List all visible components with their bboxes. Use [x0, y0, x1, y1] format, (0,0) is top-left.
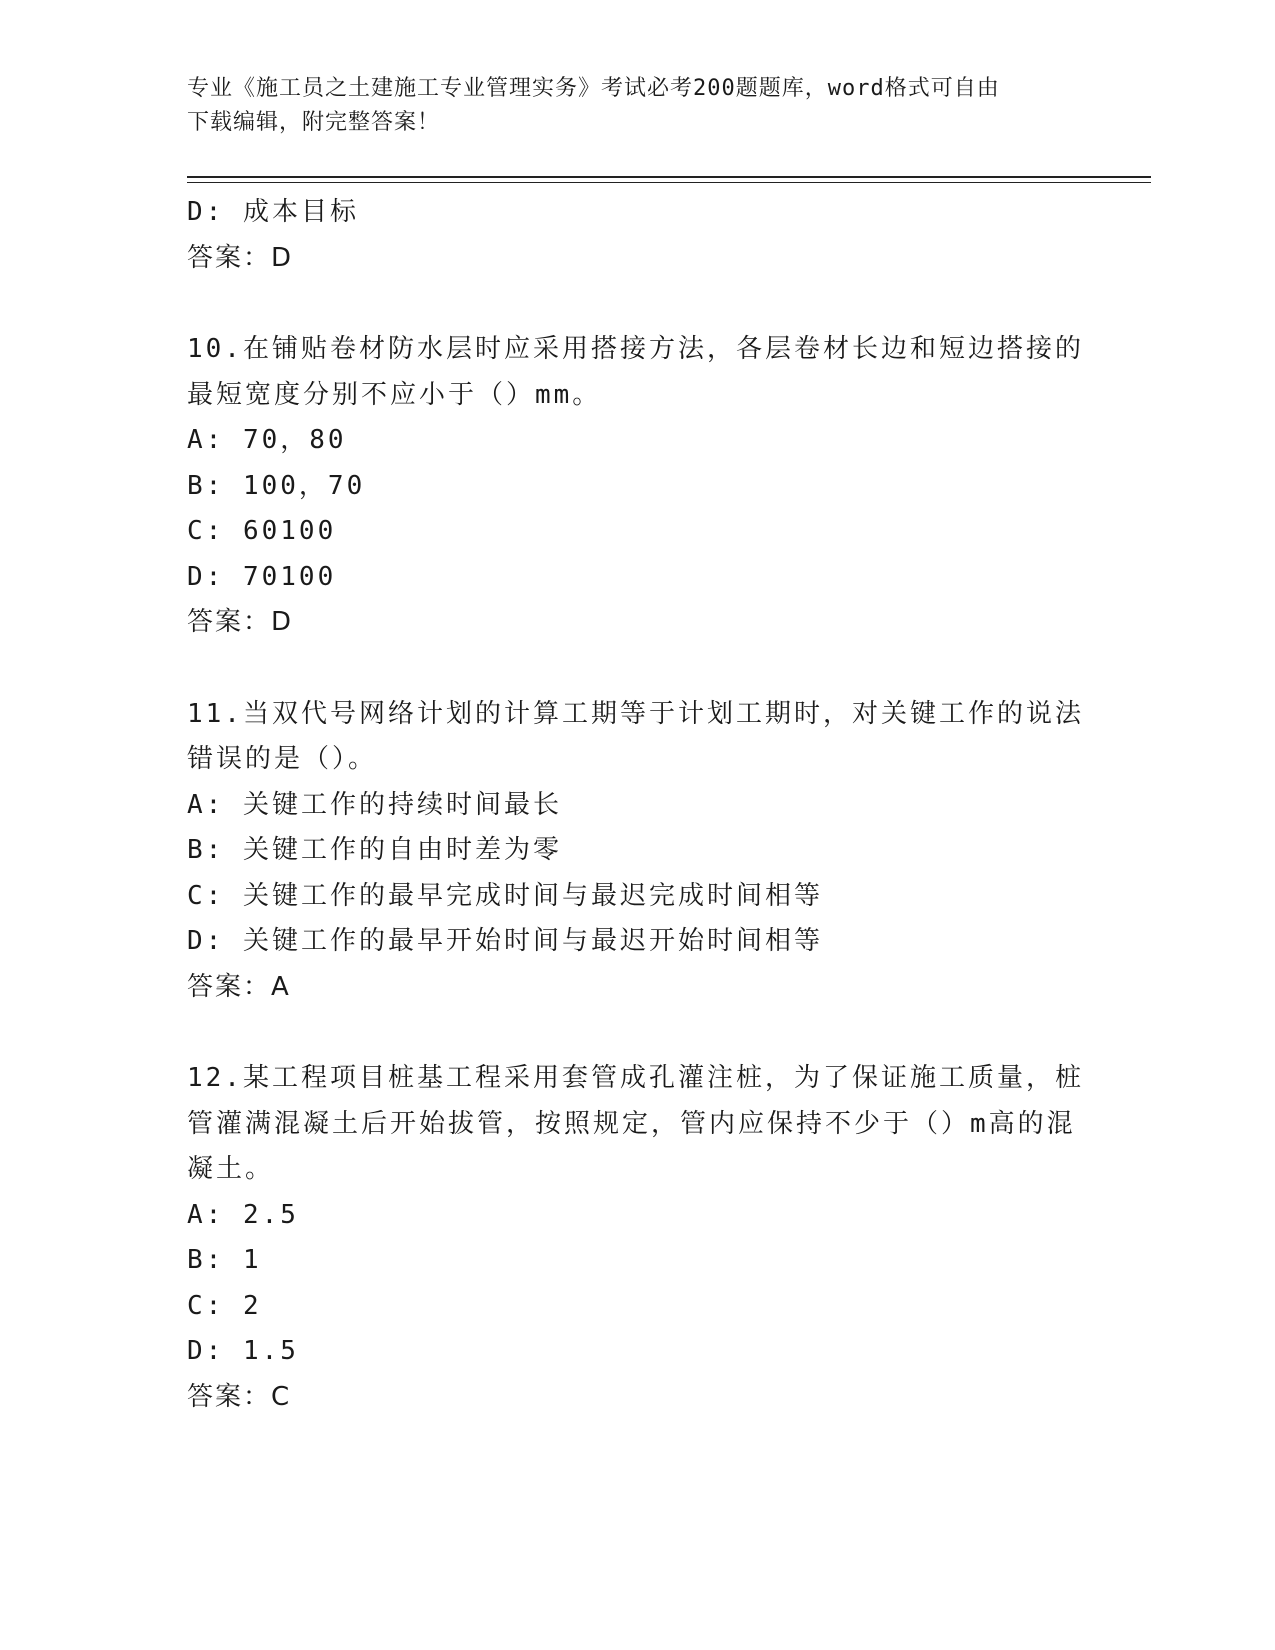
question-stem-line: 10.在铺贴卷材防水层时应采用搭接方法，各层卷材长边和短边搭接的: [187, 334, 1084, 364]
question-stem-line: 11.当双代号网络计划的计算工期等于计划工期时，对关键工作的说法: [187, 698, 1084, 729]
option-c: C: 60100: [187, 516, 337, 546]
header-line-2: 下载编辑，附完整答案！: [187, 110, 441, 135]
option-c: C: 关键工作的最早完成时间与最迟完成时间相等: [187, 880, 823, 911]
spacer: [187, 646, 1087, 692]
answer-line: 答案：A: [187, 971, 291, 1002]
question-12: [187, 1056, 1087, 1420]
question-content: [187, 190, 1087, 1420]
question-stem-line: 错误的是（）。: [187, 744, 378, 774]
header-rule-thick: [187, 176, 1151, 178]
option-d: D: 1.5: [187, 1336, 299, 1366]
option-d: D: 关键工作的最早开始时间与最迟开始时间相等: [187, 926, 823, 956]
option-b: B: 100，70: [187, 470, 366, 501]
spacer: [187, 281, 1087, 327]
option-b: B: 1: [187, 1245, 262, 1275]
option-c: C: 2: [187, 1290, 262, 1321]
question-11: [187, 692, 1087, 1011]
question-stem-line: 管灌满混凝土后开始拔管，按照规定，管内应保持不少于（）m高的混: [187, 1108, 1076, 1139]
option-b: B: 关键工作的自由时差为零: [187, 835, 562, 865]
header-rule-thin: [187, 182, 1151, 183]
option-a: A: 70，80: [187, 425, 347, 455]
spacer: [187, 1010, 1087, 1056]
question-stem-line: 凝土。: [187, 1154, 275, 1184]
header-line-1: 专业《施工员之土建施工专业管理实务》考试必考200题题库，word格式可自由: [187, 76, 1000, 101]
answer-line: 答案：D: [187, 242, 294, 273]
answer-line: 答案：C: [187, 1381, 292, 1412]
option-a: A: 2.5: [187, 1199, 299, 1230]
question-stem-line: 12.某工程项目桩基工程采用套管成孔灌注桩，为了保证施工质量，桩: [187, 1063, 1084, 1093]
question-10: [187, 327, 1087, 646]
answer-line: 答案：D: [187, 607, 294, 637]
option-d: D: 成本目标: [187, 197, 359, 227]
option-d: D: 70100: [187, 561, 337, 592]
question-stem-line: 最短宽度分别不应小于（）mm。: [187, 379, 602, 410]
option-a: A: 关键工作的持续时间最长: [187, 789, 562, 820]
document-header: [187, 72, 1067, 140]
